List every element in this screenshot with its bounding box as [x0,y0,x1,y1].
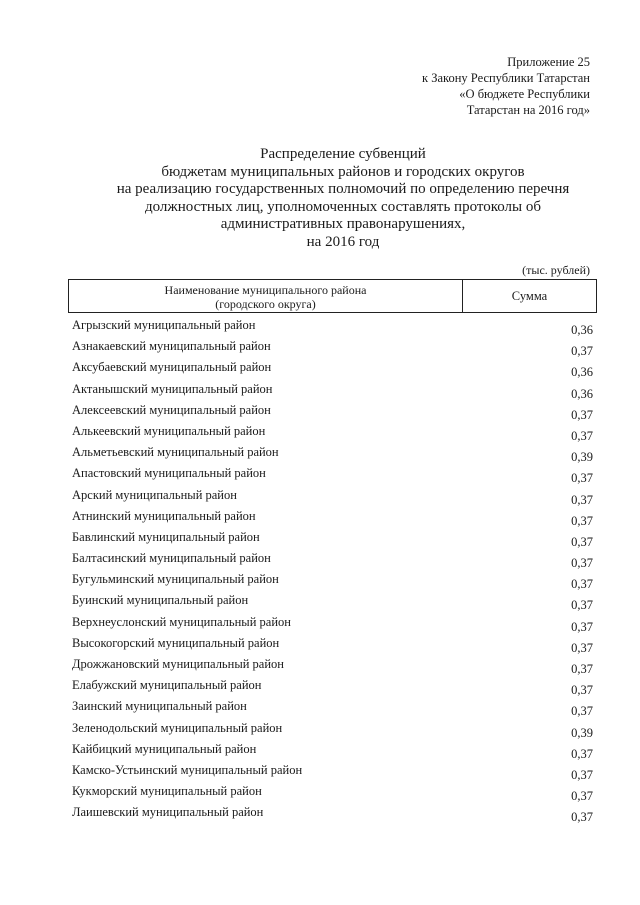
subvention-amount: 0,37 [571,746,593,761]
subvention-amount: 0,37 [571,640,593,655]
district-name: Кукморский муниципальный район [72,784,262,799]
district-name: Агрызский муниципальный район [72,318,256,332]
district-name: Буинский муниципальный район [72,593,249,608]
subvention-amount: 0,37 [571,471,593,486]
district-name: Аксубаевский муниципальный район [72,360,272,375]
district-name: Лаишевский муниципальный район [72,805,264,820]
district-name: Зеленодольский муниципальный район [72,720,283,735]
district-name: Апастовский муниципальный район [72,466,266,481]
table-row [70,464,593,485]
district-name: Кайбицкий муниципальный район [72,741,257,756]
table-row [70,337,593,358]
table-row [70,719,593,740]
table-row [70,740,593,761]
units-label: (тыс. рублей) [522,263,590,277]
table-row [70,401,593,422]
subvention-amount: 0,37 [571,556,593,571]
subvention-amount: 0,36 [571,365,593,380]
annex-line: Татарстан на 2016 год» [466,103,590,117]
table-row [70,316,593,337]
subvention-amount: 0,37 [571,810,593,825]
table-row [70,655,593,676]
header-name-line: (городского округа) [215,297,316,311]
district-name: Елабужский муниципальный район [72,678,262,693]
title-line: на реализацию государственных полномочий по определению перечня [116,181,570,197]
subvention-amount: 0,36 [571,386,593,401]
annex-line: Приложение 25 [507,55,590,69]
table-row [70,443,593,464]
district-name: Алькеевский муниципальный район [72,423,266,438]
table-row [70,803,593,824]
table-row [70,549,593,570]
title-line: должностных лиц, уполномоченных составлять протоколы об [145,198,541,215]
district-name: Атнинский муниципальный район [72,508,256,523]
subvention-amount: 0,39 [571,725,593,740]
subvention-amount: 0,37 [571,513,593,528]
table-row [70,676,593,697]
document-title [70,146,616,251]
subvention-amount: 0,37 [571,598,593,613]
subvention-amount: 0,37 [571,767,593,782]
subvention-amount: 0,39 [571,450,593,465]
subvention-amount: 0,37 [571,428,593,443]
table-row [70,761,593,782]
table-row [70,380,593,401]
district-name: Арский муниципальный район [72,487,237,502]
annex-line: к Закону Республики Татарстан [422,71,590,85]
district-name: Алексеевский муниципальный район [72,402,271,417]
subvention-amount: 0,37 [571,534,593,549]
annex-reference [290,54,590,118]
table-row [70,634,593,655]
district-name: Камско-Устьинский муниципальный район [72,762,303,777]
title-line: административных правонарушениях, [220,216,466,232]
district-name: Дрожжановский муниципальный район [72,657,284,671]
title-line: на 2016 год [306,233,380,250]
table-row [70,528,593,549]
district-name: Высокогорский муниципальный район [72,635,280,650]
district-name: Верхнеуслонский муниципальный район [72,614,291,629]
subvention-amount: 0,37 [571,683,593,698]
table-row [70,422,593,443]
subvention-amount: 0,37 [571,704,593,719]
table-row [70,486,593,507]
district-name: Бавлинский муниципальный район [72,529,260,544]
table-body [70,316,593,825]
district-name: Бугульминский муниципальный район [72,572,279,587]
table-row [70,697,593,718]
table-header [68,279,597,313]
table-row [70,507,593,528]
title-line: Распределение субвенций [260,146,426,162]
subvention-amount: 0,37 [571,407,593,422]
district-name: Балтасинский муниципальный район [72,551,271,566]
header-name-cell [69,280,463,312]
header-sum-cell: Сумма [511,289,548,303]
table-row [70,358,593,379]
district-name: Заинский муниципальный район [72,699,247,714]
district-name: Альметьевский муниципальный район [72,445,279,460]
subvention-amount: 0,37 [571,492,593,507]
district-name: Актанышский муниципальный район [72,381,273,396]
district-name: Азнакаевский муниципальный район [72,339,271,354]
table-row [70,591,593,612]
subvention-amount: 0,36 [571,323,593,337]
subvention-amount: 0,37 [571,789,593,804]
title-line: бюджетам муниципальных районов и городских округов [161,163,525,180]
subvention-amount: 0,37 [571,577,593,592]
table-row [70,613,593,634]
subvention-amount: 0,37 [571,662,593,676]
table-row [70,782,593,803]
header-name-line: Наименование муниципального района [164,283,367,297]
subvention-amount: 0,37 [571,619,593,634]
annex-line: «О бюджете Республики [459,87,590,101]
subvention-amount: 0,37 [571,344,593,359]
table-row [70,570,593,591]
